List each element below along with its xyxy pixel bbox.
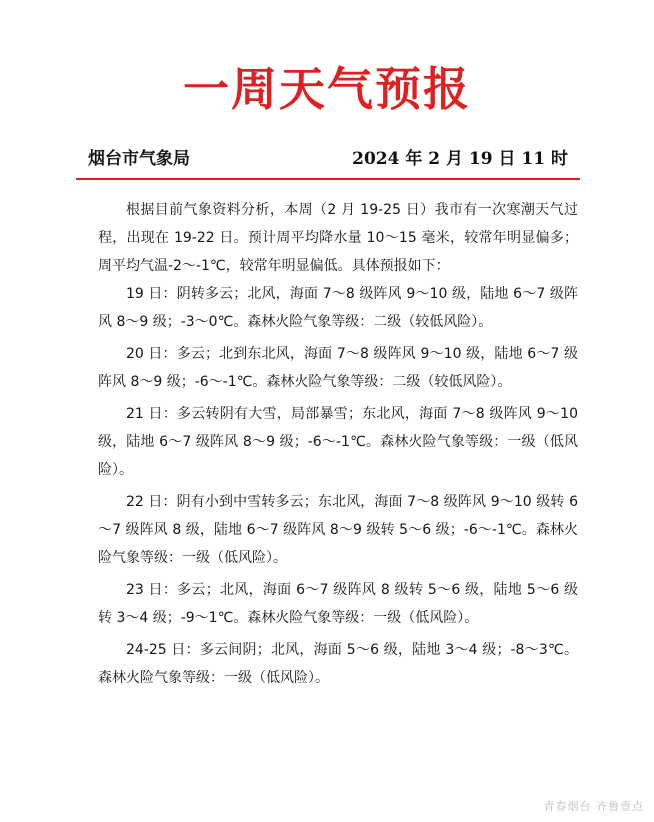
issue-time: 2024 年 2 月 19 日 11 时 (352, 149, 568, 169)
header-divider (76, 178, 580, 180)
issuing-organization: 烟台市气象局 (88, 149, 190, 169)
forecast-day-22: 22 日：阴有小到中雪转多云；东北风，海面 7～8 级阵风 9～10 级转 6～7 级阵风 8 级，陆地 6～7 级阵风 8～9 级转 5～6 级；-6～-1℃。森林火险气象等级：一级（低风险）。 (98, 494, 578, 566)
forecast-day-19: 19 日：阴转多云；北风，海面 7～8 级阵风 9～10 级，陆地 6～7 级阵风 8～9 级；-3～0℃。森林火险气象等级：二级（较低风险）。 (98, 286, 578, 330)
forecast-day-20: 20 日：多云；北到东北风，海面 7～8 级阵风 9～10 级，陆地 6～7 级阵风 8～9 级；-6～-1℃。森林火险气象等级：二级（较低风险）。 (98, 346, 578, 390)
document-title: 一周天气预报 (183, 62, 471, 116)
forecast-day-21: 21 日：多云转阴有大雪，局部暴雪；东北风，海面 7～8 级阵风 9～10 级，陆地 6～7 级阵风 8～9 级；-6～-1℃。森林火险气象等级：一级（低风险）。 (98, 406, 578, 478)
forecast-day-23: 23 日：多云；北风，海面 6～7 级阵风 8 级转 5～6 级，陆地 5～6 级转 3～4 级；-9～1℃。森林火险气象等级：一级（低风险）。 (98, 582, 578, 626)
forecast-day-24-25: 24-25 日：多云间阴；北风，海面 5～6 级，陆地 3～4 级；-8～3℃。森林火险气象等级：一级（低风险）。 (98, 642, 578, 686)
intro-paragraph: 根据目前气象资料分析，本周（2 月 19-25 日）我市有一次寒潮天气过程，出现在 19-22 日。预计周平均降水量 10～15 毫米，较常年明显偏多；周平均气温-2～-1℃，较常年明显偏低。具体预报如下： (98, 202, 578, 274)
document-body (98, 196, 578, 692)
source-watermark: 青春烟台 齐鲁壹点 (543, 800, 644, 813)
